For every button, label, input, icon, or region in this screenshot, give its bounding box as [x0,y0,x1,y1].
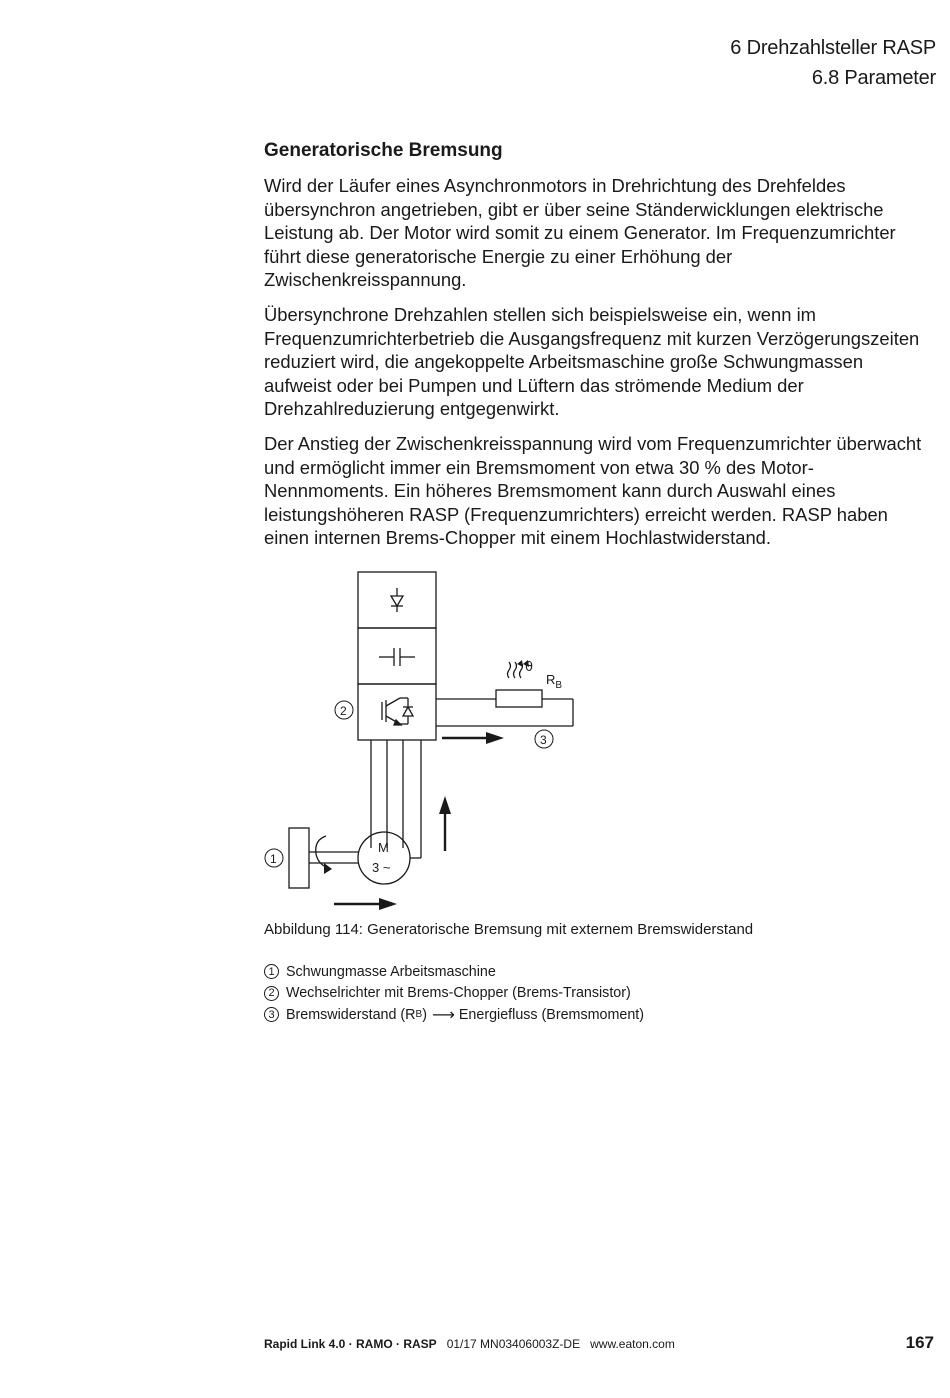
motor-label: M [378,840,389,855]
legend-item-1 [264,961,644,983]
capacitor-icon [379,648,415,666]
dc-link-block [358,628,436,684]
callout-2: 2 [340,704,347,718]
legend-text-2: Wechselrichter mit Brems-Chopper (Brems-Transistor) [286,985,631,1002]
legend-num-3: 3 [264,1007,279,1022]
legend-item-2 [264,983,644,1005]
legend-text-3c: Energiefluss (Bremsmoment) [458,1006,645,1023]
figure-legend [264,961,644,1026]
paragraph-2: Übersynchrone Drehzahlen stellen sich beispielsweise ein, wenn im Frequenzumrichterbetrieb die Ausgangsfrequenz mit kurzen Verzögerungszeiten reduziert wird, die angekoppelte Arbeitsmaschine große Schwungmassen aufweist oder bei Pumpen und Lüftern das strömende Medium der Drehzahlreduzierung entgegenwirkt. [264,303,920,420]
callout-1: 1 [270,852,277,866]
braking-diagram [260,568,590,913]
arrow-icon: ⟶ [431,1006,455,1024]
footer-url: www.eaton.com [590,1337,675,1351]
resistor-label: $R_B$ [546,672,563,691]
theta-label: ϑ [525,660,534,675]
paragraph-1: Wird der Läufer eines Asynchronmotors in Drehrichtung des Drehfeldes übersynchron angetrieben, gibt er über seine Ständerwicklungen elektrische Leistung ab. Der Motor wird somit zu einem Generator. Im Frequenzumrichter führt diese generatorische Energie zu einer Erhöhung der Zwischenkreisspannung. [264,175,896,291]
footer-product: Rapid Link 4.0 · RAMO · RASP [264,1337,437,1351]
diode-icon [391,588,403,612]
chapter-header: 6 Drehzahlsteller RASP [730,37,936,59]
inverter-block [358,684,436,740]
page-footer [264,1337,675,1351]
footer-doc: 01/17 MN03406003Z-DE [446,1337,581,1351]
heat-icon [508,662,511,678]
brake-resistor [496,690,542,707]
paragraph-3: Der Anstieg der Zwischenkreisspannung wird vom Frequenzumrichter überwacht und ermöglicht immer ein Bremsmoment von etwa 30 % des Motor-Nennmoments. Ein höheres Bremsmoment kann durch Auswahl eines leistungshöheren RASP (Frequenzumrichters) erreicht werden. RASP haben einen internen Brems-Chopper mit einem Hochlastwiderstand. [264,432,922,549]
section-title: Generatorische Bremsung [264,140,503,161]
page-number: 167 [905,1333,934,1352]
transistor-icon [382,698,413,725]
legend-text-3b: ) [422,1006,427,1023]
callout-3: 3 [540,733,547,747]
legend-text-1: Schwungmasse Arbeitsmaschine [286,963,496,980]
legend-sub-3: B [415,1009,423,1021]
figure-caption: Abbildung 114: Generatorische Bremsung mit externem Bremswiderstand [264,921,754,938]
flywheel [289,828,309,888]
legend-text-3a: Bremswiderstand (R [286,1006,416,1023]
section-header: 6.8 Parameter [811,67,936,89]
body-text [264,174,934,561]
legend-item-3 [264,1004,644,1026]
legend-num-1: 1 [264,964,279,979]
legend-num-2: 2 [264,986,279,1001]
motor-phase-label: 3 ~ [372,860,391,875]
